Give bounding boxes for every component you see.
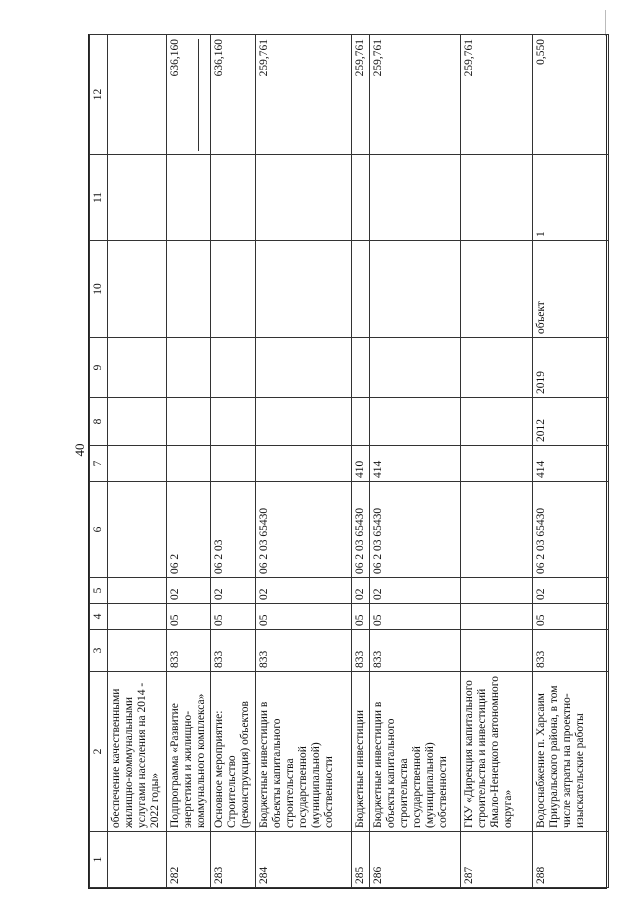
cell-c7 [256, 446, 352, 482]
cell-c11 [370, 155, 461, 241]
rotated-table-sheet [88, 34, 607, 889]
cell-c7 [167, 446, 211, 482]
table-row [461, 35, 533, 888]
cell-c11 [352, 155, 370, 241]
cell-c5: 02 [533, 578, 609, 604]
cell-c7 [211, 446, 256, 482]
scan-margin-mark [605, 10, 606, 36]
cell-c6: 06 2 03 [211, 482, 256, 578]
cell-c6: 06 2 03 65430 [256, 482, 352, 578]
cell-c10 [461, 241, 533, 338]
cell-c10 [256, 241, 352, 338]
row-number: 284 [256, 832, 352, 888]
cell-c6 [108, 482, 167, 578]
cell-amount: 259,761 [461, 35, 533, 155]
row-description: Бюджетные инвестиции в объекты капитального строительства государственной (муниципальной) собственности [256, 672, 352, 832]
column-header: 12 [90, 35, 108, 155]
cell-c8 [211, 398, 256, 446]
cell-c6: 06 2 03 65430 [352, 482, 370, 578]
cell-c10 [108, 241, 167, 338]
cell-amount: 0,550 [533, 35, 609, 155]
row-number: 283 [211, 832, 256, 888]
table-rotation-wrapper [89, 35, 606, 888]
row-number: 286 [370, 832, 461, 888]
cell-c3: 833 [167, 630, 211, 672]
cell-c6 [461, 482, 533, 578]
cell-c11: 1 [533, 155, 609, 241]
cell-c5: 02 [211, 578, 256, 604]
cell-c5: 02 [352, 578, 370, 604]
cell-c5: 02 [370, 578, 461, 604]
table-row [211, 35, 256, 888]
cell-c8 [352, 398, 370, 446]
row-description: обеспечение качественными жилищно-коммунальными услугами населения на 2014 - 2022 годы» [108, 672, 167, 832]
cell-c5 [461, 578, 533, 604]
cell-c4 [461, 604, 533, 630]
cell-c8 [461, 398, 533, 446]
column-header: 3 [90, 630, 108, 672]
cell-amount: 259,761 [256, 35, 352, 155]
amount-subline [198, 39, 199, 151]
cell-c4 [108, 604, 167, 630]
cell-c5: 02 [167, 578, 211, 604]
cell-c7: 414 [533, 446, 609, 482]
cell-c7: 414 [370, 446, 461, 482]
table-row [370, 35, 461, 888]
cell-c6: 06 2 03 65430 [533, 482, 609, 578]
cell-c4: 05 [211, 604, 256, 630]
cell-c4: 05 [533, 604, 609, 630]
cell-c3 [461, 630, 533, 672]
amount-value: 636,160 [169, 39, 181, 77]
cell-c4: 05 [167, 604, 211, 630]
row-number: 288 [533, 832, 609, 888]
cell-c10 [167, 241, 211, 338]
cell-c8 [167, 398, 211, 446]
cell-c9 [461, 338, 533, 398]
column-header: 6 [90, 482, 108, 578]
cell-c6: 06 2 [167, 482, 211, 578]
column-header: 10 [90, 241, 108, 338]
column-header: 7 [90, 446, 108, 482]
cell-c11 [211, 155, 256, 241]
cell-amount: 259,761 [352, 35, 370, 155]
cell-c9 [256, 338, 352, 398]
cell-c8: 2012 [533, 398, 609, 446]
column-number-row [90, 35, 108, 888]
column-header: 9 [90, 338, 108, 398]
table-row [533, 35, 609, 888]
column-header: 1 [90, 832, 108, 888]
cell-c3: 833 [256, 630, 352, 672]
cell-c11 [256, 155, 352, 241]
cell-c7 [108, 446, 167, 482]
cell-c9 [211, 338, 256, 398]
cell-c4: 05 [370, 604, 461, 630]
row-number: 282 [167, 832, 211, 888]
row-number: 287 [461, 832, 533, 888]
column-header: 8 [90, 398, 108, 446]
row-number: 285 [352, 832, 370, 888]
cell-c8 [256, 398, 352, 446]
cell-c9: 2019 [533, 338, 609, 398]
row-description: Подпрограмма «Развитие энергетики и жилищно-коммунального комплекса» [167, 672, 211, 832]
cell-c8 [108, 398, 167, 446]
cell-c8 [370, 398, 461, 446]
page-number: 40 [72, 443, 87, 457]
cell-c3 [108, 630, 167, 672]
cell-c10: объект [533, 241, 609, 338]
cell-c10 [370, 241, 461, 338]
table-row [256, 35, 352, 888]
row-description: Бюджетные инвестиции в объекты капитального строительства государственной (муниципальной) собственности [370, 672, 461, 832]
cell-c3: 833 [533, 630, 609, 672]
cell-c5: 02 [256, 578, 352, 604]
cell-c9 [167, 338, 211, 398]
table-row [108, 35, 167, 888]
budget-table [89, 34, 609, 888]
cell-c9 [352, 338, 370, 398]
cell-amount [108, 35, 167, 155]
column-header: 2 [90, 672, 108, 832]
cell-c11 [167, 155, 211, 241]
cell-amount [167, 35, 211, 155]
column-header: 5 [90, 578, 108, 604]
cell-c11 [108, 155, 167, 241]
cell-c9 [108, 338, 167, 398]
cell-c3: 833 [370, 630, 461, 672]
column-header: 4 [90, 604, 108, 630]
cell-c5 [108, 578, 167, 604]
cell-c10 [211, 241, 256, 338]
cell-c3: 833 [211, 630, 256, 672]
cell-c4: 05 [256, 604, 352, 630]
cell-c10 [352, 241, 370, 338]
cell-c9 [370, 338, 461, 398]
cell-c4: 05 [352, 604, 370, 630]
row-description: Основное мероприятие: Строительство (реконструкция) объектов [211, 672, 256, 832]
table-row [352, 35, 370, 888]
cell-c7: 410 [352, 446, 370, 482]
cell-amount: 259,761 [370, 35, 461, 155]
cell-c3: 833 [352, 630, 370, 672]
column-header: 11 [90, 155, 108, 241]
row-description: ГКУ «Дирекция капитального строительства и инвестиций Ямало-Ненецкого автономного округа» [461, 672, 533, 832]
cell-c6: 06 2 03 65430 [370, 482, 461, 578]
row-description: Бюджетные инвестиции [352, 672, 370, 832]
cell-c11 [461, 155, 533, 241]
table-row [167, 35, 211, 888]
row-number [108, 832, 167, 888]
row-description: Водоснабжение п. Харсаим Приуральского района, в том числе затраты на проектно-изыскательские работы [533, 672, 609, 832]
cell-amount: 636,160 [211, 35, 256, 155]
cell-c7 [461, 446, 533, 482]
